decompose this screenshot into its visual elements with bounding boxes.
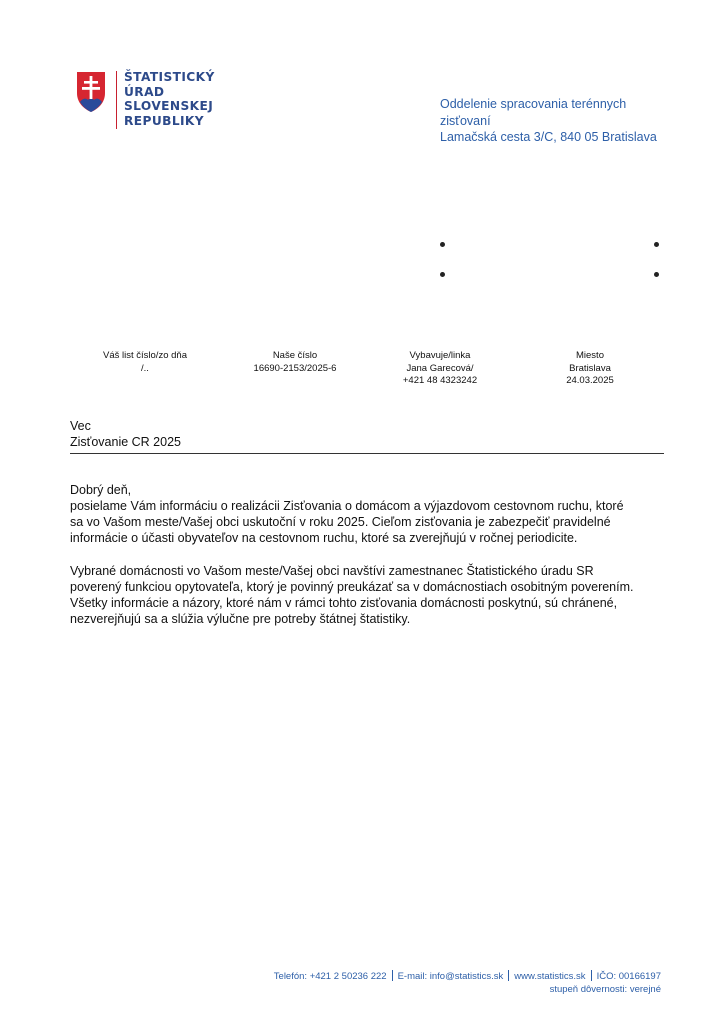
ref-our-number	[230, 350, 360, 375]
subject-label: Vec	[70, 419, 91, 433]
footer-email[interactable]: E-mail: info@statistics.sk	[397, 971, 504, 982]
subject-title: Zisťovanie CR 2025	[70, 435, 181, 449]
paragraph-line: informácie o účasti obyvateľov na cestovnom ruchu, ktoré sa zverejňujú v ročnej periodicite.	[70, 531, 578, 545]
footer-separator	[508, 970, 509, 981]
letter-body	[70, 482, 670, 627]
institution-logo-text	[124, 70, 215, 128]
ref-name: Jana Garecová/	[406, 362, 474, 374]
logo-line: ŠTATISTICKÝ	[124, 70, 215, 84]
address-window-mark	[654, 272, 659, 277]
footer-separator	[392, 970, 393, 981]
footer-separator	[591, 970, 592, 981]
footer-website-link[interactable]: www.statistics.sk	[514, 971, 586, 982]
footer-phone: Telefón: +421 2 50236 222	[273, 971, 387, 982]
logo-line: SLOVENSKEJ	[124, 99, 214, 113]
ref-value: /..	[141, 362, 149, 374]
ref-label: Naše číslo	[272, 350, 318, 361]
paragraph-line: Vybrané domácnosti vo Vašom meste/Vašej obci navštívi zamestnanec Štatistického úradu SR	[70, 564, 594, 578]
ref-value: 16690-2153/2025-6	[253, 362, 337, 374]
ref-label: Vybavuje/linka	[409, 350, 471, 361]
address-window-mark	[440, 272, 445, 277]
ref-label: Váš list číslo/zo dňa	[103, 350, 187, 361]
greeting: Dobrý deň,	[70, 483, 132, 497]
ref-city: Bratislava	[569, 362, 611, 374]
ref-phone: +421 48 4323242	[402, 375, 478, 386]
logo-line: REPUBLIKY	[124, 113, 204, 128]
address-window-mark	[440, 242, 445, 247]
ref-your-letter	[80, 350, 210, 375]
paragraph-line: posielame Vám informáciu o realizácii Zisťovania o domácom a výjazdovom cestovnom ruchu, ktoré	[70, 499, 624, 513]
paragraph-line: Všetky informácie a názory, ktoré nám v rámci tohto zisťovania domácnosti poskytnú, sú chránené,	[70, 596, 618, 610]
logo-line: ÚRAD	[124, 84, 165, 99]
paragraph-line: nezverejňujú sa a slúžia výlučne pre potreby štátnej štatistiky.	[70, 612, 411, 626]
paragraph-line: poverený funkciou opytovateľa, ktorý je povinný preukázať sa v domácnostiach osobitným poverením.	[70, 580, 634, 594]
paragraph-line: sa vo Vašom meste/Vašej obci uskutoční v roku 2025. Cieľom zisťovania je zabezpečiť pravidelné	[70, 515, 611, 529]
ref-handled-by	[375, 350, 505, 388]
logo-divider	[116, 71, 121, 129]
address-window-mark	[654, 242, 659, 247]
ref-label: Miesto	[576, 350, 604, 361]
ref-date: 24.03.2025	[566, 375, 614, 386]
page-footer	[274, 970, 661, 996]
footer-ico: IČO: 00166197	[596, 971, 661, 982]
office-line: zisťovaní	[440, 113, 491, 128]
footer-confidentiality: stupeň dôvernosti: verejné	[549, 984, 661, 995]
office-line: Lamačská cesta 3/C, 840 05 Bratislava	[440, 130, 657, 144]
subject-block	[70, 418, 181, 450]
sender-office-address	[440, 96, 657, 146]
slovak-coat-of-arms-icon	[76, 71, 106, 113]
office-line: Oddelenie spracovania terénnych	[440, 97, 627, 111]
subject-divider	[70, 453, 664, 454]
ref-place	[525, 350, 655, 388]
